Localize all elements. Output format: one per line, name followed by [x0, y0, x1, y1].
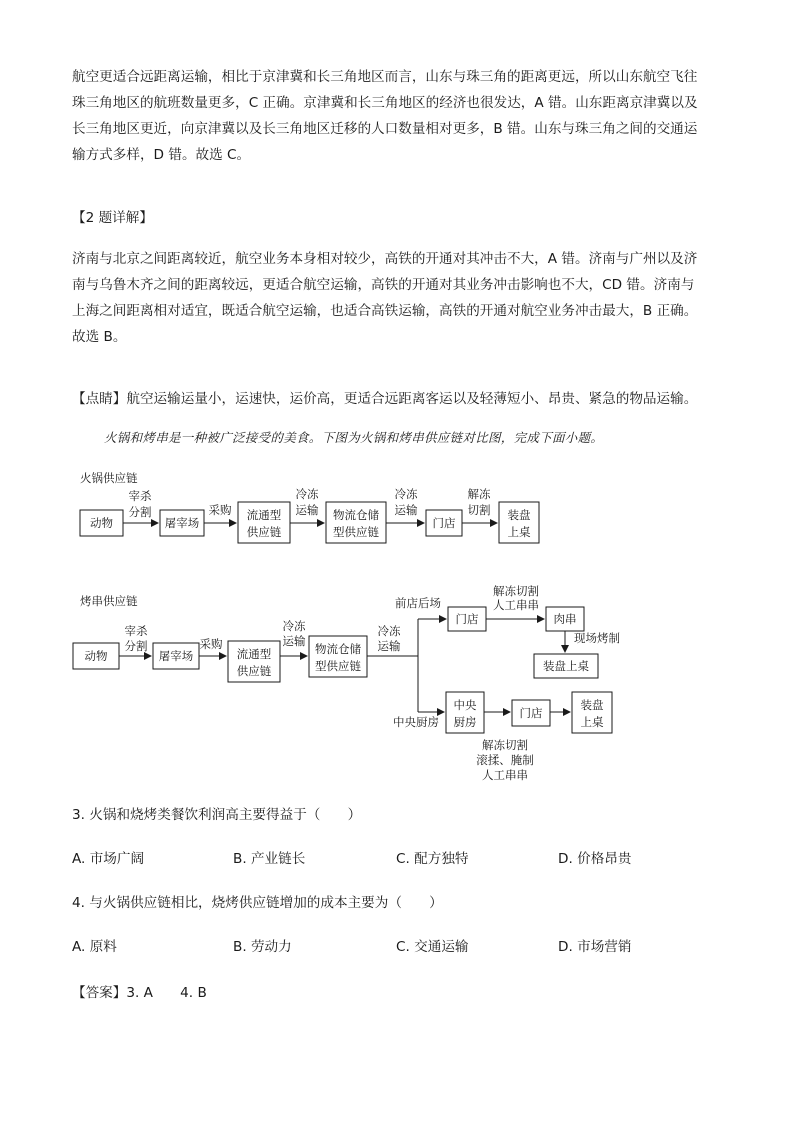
q3-option-a[interactable]: A. 市场广阔 — [72, 851, 145, 867]
hotpot-edge-label: 解冻 — [467, 487, 491, 501]
hotpot-node-store: 门店 — [432, 516, 456, 530]
bbq-edge-label: 冷冻 — [282, 619, 306, 633]
bbq-edge-label: 解冻切割 — [493, 584, 539, 598]
hotpot-edge-label: 切割 — [467, 503, 491, 517]
bbq-node-store-front: 门店 — [455, 612, 479, 626]
text-line: 南与乌鲁木齐之间的距离较远，更适合航空运输，高铁的开通对其业务冲击影响也不大，CD 错。济南与 — [72, 277, 695, 293]
q3-option-b[interactable]: B. 产业链长 — [233, 851, 306, 867]
bbq-edge-label: 中央厨房 — [393, 715, 439, 729]
q4-option-c[interactable]: C. 交通运输 — [396, 939, 469, 955]
bbq-node-animal: 动物 — [84, 649, 108, 663]
q3-option-c[interactable]: C. 配方独特 — [396, 851, 469, 867]
hotpot-edge-label: 分割 — [128, 505, 152, 519]
text-line: 长三角地区更近，向京津冀以及长三角地区迁移的人口数量相对更多，B 错。山东与珠三角之间的交通运 — [72, 121, 698, 137]
hotpot-edge-label: 采购 — [208, 503, 232, 517]
explanation-paragraph-2 — [72, 246, 724, 350]
hotpot-node-circulation-1: 流通型 — [246, 508, 282, 522]
q4-option-d[interactable]: D. 市场营销 — [558, 939, 632, 955]
bbq-node-plate-2: 上桌 — [580, 715, 604, 729]
bbq-edge-label: 运输 — [282, 634, 306, 648]
bbq-node-plate-1: 装盘 — [580, 698, 604, 712]
hotpot-chain-title: 火锅供应链 — [80, 471, 138, 485]
q3-option-d[interactable]: D. 价格昂贵 — [558, 851, 632, 867]
bbq-node-central-kitchen-1: 中央 — [453, 698, 477, 712]
bbq-edge-label: 现场烤制 — [574, 631, 620, 645]
bbq-node-central-kitchen-2: 厨房 — [453, 715, 477, 729]
text-line: 珠三角地区的航班数量更多，C 正确。京津冀和长三角地区的经济也很发达，A 错。山东距离京津冀以及 — [72, 95, 698, 111]
bbq-node-skewers: 肉串 — [553, 612, 577, 626]
bbq-node-logistics-2: 型供应链 — [315, 659, 361, 673]
hotpot-edge-label: 运输 — [394, 503, 418, 517]
hotpot-node-plate-1: 装盘 — [507, 508, 531, 522]
text-line: 故选 B。 — [72, 329, 127, 345]
question-3-stem: 3. 火锅和烧烤类餐饮利润高主要得益于（ ） — [72, 807, 362, 823]
bbq-node-store: 门店 — [519, 706, 543, 720]
bbq-node-slaughterhouse: 屠宰场 — [158, 649, 194, 663]
q4-option-a[interactable]: A. 原料 — [72, 939, 117, 955]
hotpot-node-slaughterhouse: 屠宰场 — [164, 516, 200, 530]
bbq-edge-label: 冷冻 — [377, 624, 401, 638]
text-line: 航空更适合远距离运输，相比于京津冀和长三角地区而言，山东与珠三角的距离更远，所以山东航空飞往 — [72, 69, 698, 85]
hotpot-edge-label: 冷冻 — [295, 487, 319, 501]
q4-option-b[interactable]: B. 劳动力 — [233, 939, 292, 955]
hotpot-node-circulation-2: 供应链 — [246, 525, 282, 539]
section-heading-q2: 【2 题详解】 — [72, 210, 153, 226]
hotpot-node-animal: 动物 — [90, 516, 113, 530]
question-4-stem: 4. 与火锅供应链相比，烧烤供应链增加的成本主要为（ ） — [72, 895, 443, 911]
bbq-node-logistics-1: 物流仓储 — [315, 642, 361, 656]
hotpot-node-plate-2: 上桌 — [507, 525, 531, 539]
bbq-edge-label: 前店后场 — [395, 596, 441, 610]
hotpot-edge-label: 冷冻 — [394, 487, 418, 501]
hotpot-node-logistics-1: 物流仓储 — [333, 508, 379, 522]
bbq-node-circulation-2: 供应链 — [236, 664, 272, 678]
bbq-edge-label: 人工串串 — [482, 768, 528, 782]
hotpot-edge-label: 运输 — [295, 503, 319, 517]
bbq-edge-label: 滚揉、腌制 — [476, 753, 534, 767]
bbq-edge-label: 分割 — [124, 639, 148, 653]
hotpot-edge-label: 宰杀 — [128, 489, 152, 503]
text-line: 输方式多样，D 错。故选 C。 — [72, 147, 251, 163]
supply-chain-diagram — [0, 455, 794, 795]
bbq-node-circulation-1: 流通型 — [236, 647, 272, 661]
bbq-edge-label: 人工串串 — [493, 598, 539, 612]
bbq-edge-label: 运输 — [377, 639, 401, 653]
tip-paragraph: 【点睛】航空运输运量小，运速快，运价高，更适合远距离客运以及轻薄短小、昂贵、紧急的物品运输。 — [72, 391, 698, 407]
bbq-edge-label: 解冻切割 — [482, 738, 528, 752]
hotpot-node-logistics-2: 型供应链 — [333, 525, 379, 539]
bbq-edge-label: 宰杀 — [124, 624, 148, 638]
explanation-paragraph-1 — [72, 64, 724, 168]
bbq-chain-title: 烤串供应链 — [80, 594, 138, 608]
answer-line: 【答案】3. A 4. B — [72, 985, 207, 1001]
bbq-node-serve: 装盘上桌 — [543, 659, 589, 673]
text-line: 济南与北京之间距离较近，航空业务本身相对较少，高铁的开通对其冲击不大，A 错。济南与广州以及济 — [72, 251, 698, 267]
text-line: 上海之间距离相对适宜，既适合航空运输，也适合高铁运输，高铁的开通对航空业务冲击最大，B 正确。 — [72, 303, 698, 319]
question-intro: 火锅和烤串是一种被广泛接受的美食。下图为火锅和烤串供应链对比图，完成下面小题。 — [104, 430, 604, 445]
bbq-edge-label: 采购 — [199, 637, 223, 651]
